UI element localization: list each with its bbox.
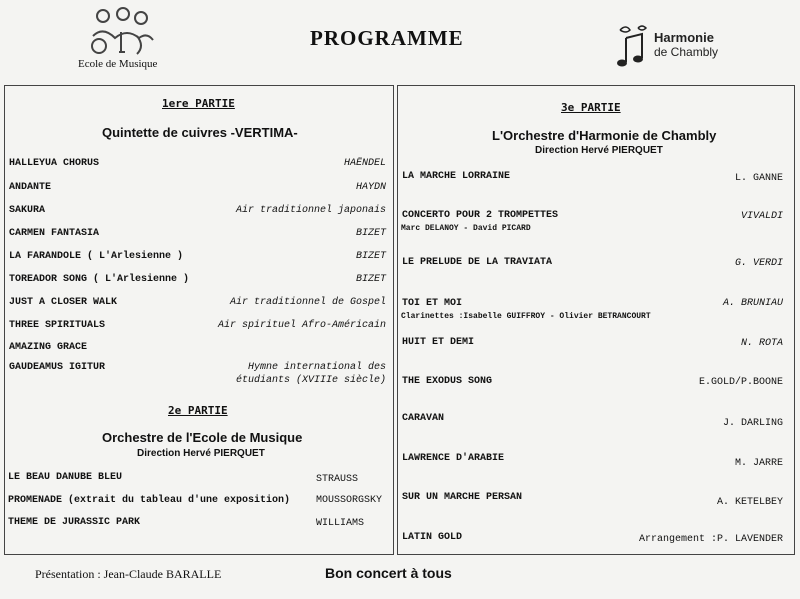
presenter-credit: Présentation : Jean-Claude BARALLE xyxy=(35,567,222,581)
piece-composer: L. GANNE xyxy=(734,173,783,184)
piece-composer: Air traditionnel japonais xyxy=(235,205,386,216)
piece-title: THEME DE JURASSIC PARK xyxy=(8,517,141,528)
part3-label: 3e PARTIE xyxy=(561,101,621,114)
piece-title: ANDANTE xyxy=(9,182,52,193)
part1-ensemble: Quintette de cuivres -VERTIMA- xyxy=(102,125,298,140)
piece-composer: WILLIAMS xyxy=(316,518,365,529)
piece-title: CARMEN FANTASIA xyxy=(9,228,100,239)
piece-title: CONCERTO POUR 2 TROMPETTES xyxy=(402,210,559,221)
piece-title: SAKURA xyxy=(9,205,46,216)
piece-title: THREE SPIRITUALS xyxy=(9,320,106,331)
part1-label: 1ere PARTIE xyxy=(162,97,235,110)
piece-title: CARAVAN xyxy=(402,413,445,424)
piece-title: LA MARCHE LORRAINE xyxy=(402,171,511,182)
piece-title: LATIN GOLD xyxy=(402,532,463,543)
piece-composer: Air spirituel Afro-Américain xyxy=(217,320,386,331)
piece-title: AMAZING GRACE xyxy=(9,342,88,353)
logo-left-text: Ecole de Musique xyxy=(78,58,158,70)
piece-composer: HAYDN xyxy=(355,182,386,193)
piece-soloists: Marc DELANOY - David PICARD xyxy=(401,224,531,233)
piece-composer: E.GOLD/P.BOONE xyxy=(698,377,783,388)
piece-soloists: Clarinettes :Isabelle GUIFFROY - Olivier BETRANCOURT xyxy=(401,312,651,321)
piece-composer: VIVALDI xyxy=(740,211,783,222)
piece-composer: BIZET xyxy=(355,251,386,262)
piece-arranger: Arrangement :P. LAVENDER xyxy=(638,534,783,545)
piece-title: LA FARANDOLE ( L'Arlesienne ) xyxy=(9,251,184,262)
piece-title: TOREADOR SONG ( L'Arlesienne ) xyxy=(9,274,190,285)
piece-composer: STRAUSS xyxy=(316,474,359,485)
piece-composer-line2: étudiants (XVIIIe siècle) xyxy=(235,375,386,386)
part2-ensemble: Orchestre de l'Ecole de Musique xyxy=(102,430,303,445)
piece-title: TOI ET MOI xyxy=(402,298,463,309)
piece-composer: BIZET xyxy=(355,274,386,285)
piece-title: GAUDEAMUS IGITUR xyxy=(9,362,106,373)
harmonie-logo-line1: Harmonie xyxy=(654,30,714,45)
piece-composer: M. JARRE xyxy=(734,458,783,469)
part3-ensemble: L'Orchestre d'Harmonie de Chambly xyxy=(492,128,717,143)
piece-composer: N. ROTA xyxy=(740,338,783,349)
piece-composer: Air traditionnel de Gospel xyxy=(229,297,386,308)
page-title: PROGRAMME xyxy=(310,26,464,50)
piece-composer: BIZET xyxy=(355,228,386,239)
piece-title: HUIT ET DEMI xyxy=(402,337,475,348)
music-notes-icon xyxy=(612,24,654,72)
piece-title: LE PRELUDE DE LA TRAVIATA xyxy=(402,257,553,268)
piece-composer: A. KETELBEY xyxy=(716,497,783,508)
piece-composer: HAËNDEL xyxy=(343,158,386,169)
closing-message: Bon concert à tous xyxy=(325,565,452,581)
piece-composer: J. DARLING xyxy=(722,418,783,429)
piece-composer: G. VERDI xyxy=(734,258,783,269)
piece-composer: MOUSSORGSKY xyxy=(316,495,383,506)
piece-title: SUR UN MARCHE PERSAN xyxy=(402,492,523,503)
piece-title: HALLEYUA CHORUS xyxy=(9,158,100,169)
part2-label: 2e PARTIE xyxy=(168,404,228,417)
piece-composer-line1: Hymne international des xyxy=(247,362,386,373)
piece-title: PROMENADE (extrait du tableau d'une exposition) xyxy=(8,495,291,506)
part3-director: Direction Hervé PIERQUET xyxy=(535,145,663,156)
harmonie-logo-line2: de Chambly xyxy=(654,45,719,59)
piece-title: LAWRENCE D'ARABIE xyxy=(402,453,505,464)
piece-title: THE EXODUS SONG xyxy=(402,376,493,387)
part2-director: Direction Hervé PIERQUET xyxy=(137,448,265,459)
piece-title: LE BEAU DANUBE BLEU xyxy=(8,472,123,483)
piece-composer: A. BRUNIAU xyxy=(722,298,783,309)
piece-title: JUST A CLOSER WALK xyxy=(9,297,118,308)
